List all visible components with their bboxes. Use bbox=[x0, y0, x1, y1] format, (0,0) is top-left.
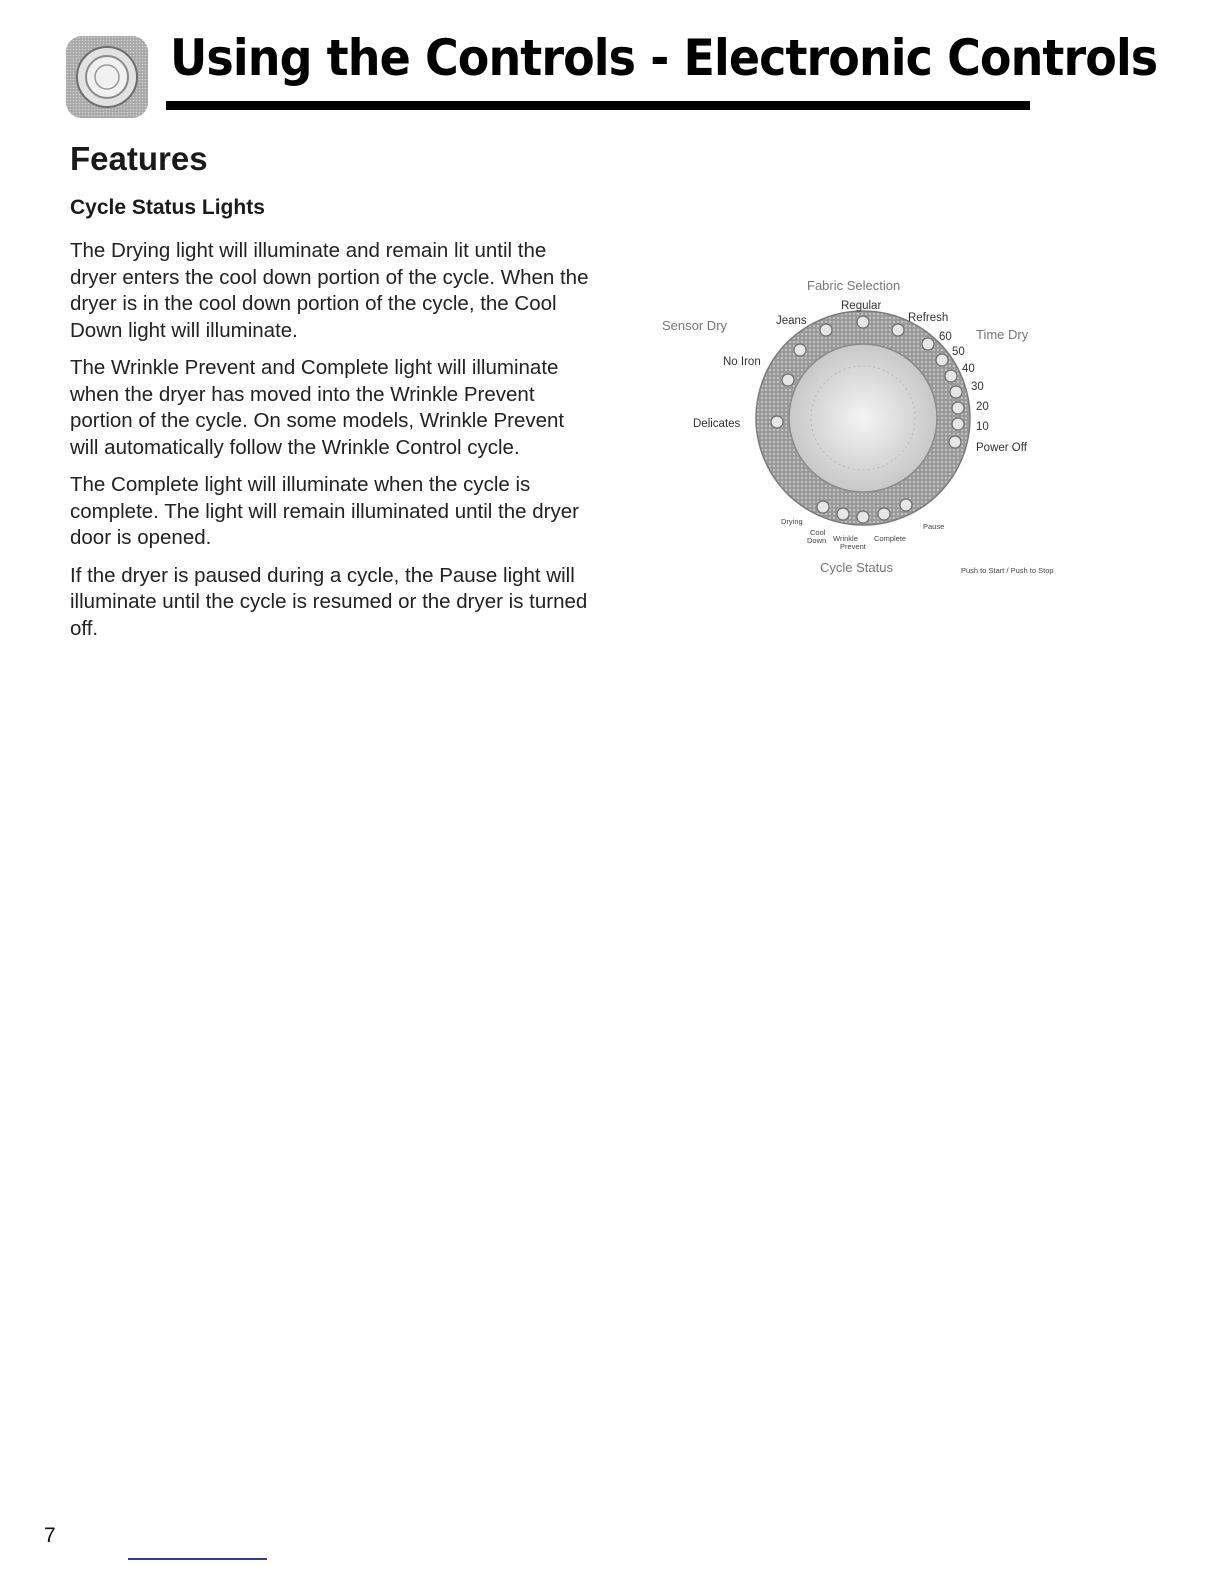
jeans-label: Jeans bbox=[776, 315, 807, 327]
paragraph-wrinkle-prevent: The Wrinkle Prevent and Complete light will illuminate when the dryer has moved into the Wrinkle Prevent portion of the cycle. On some models, Wrinkle Prevent will automatically follow the Wrinkle Control cycle. bbox=[70, 356, 565, 459]
time-50-label: 50 bbox=[952, 346, 965, 358]
paragraph-complete: The Complete light will illuminate when the cycle is complete. The light will remain illuminated until the dryer door is opened. bbox=[70, 473, 579, 549]
light-40 bbox=[945, 370, 957, 382]
paragraph-pause: If the dryer is paused during a cycle, the Pause light will illuminate until the cycle is resumed or the dryer is turned off. bbox=[70, 563, 588, 640]
light-cool-down bbox=[837, 508, 849, 520]
wrinkle-label: Wrinkle bbox=[833, 534, 858, 543]
time-dry-label: Time Dry bbox=[976, 327, 1029, 342]
light-complete bbox=[878, 508, 890, 520]
light-50 bbox=[936, 354, 948, 366]
body-text bbox=[70, 238, 590, 653]
light-30 bbox=[950, 386, 962, 398]
light-20 bbox=[952, 402, 964, 414]
dial-icon bbox=[66, 36, 148, 118]
light-refresh bbox=[892, 324, 904, 336]
light-60 bbox=[922, 338, 934, 350]
paragraph-drying: The Drying light will illuminate and remain lit until the dryer enters the cool down portion of the cycle. When the dryer is in the cool down portion of the cycle, the Cool Down light will illuminate. bbox=[70, 239, 589, 342]
delicates-label: Delicates bbox=[693, 418, 741, 430]
power-off-label: Power Off bbox=[976, 442, 1027, 454]
time-20-label: 20 bbox=[976, 401, 989, 413]
control-knob[interactable] bbox=[756, 311, 970, 525]
time-10-label: 10 bbox=[976, 421, 989, 433]
light-drying bbox=[817, 501, 829, 513]
fabric-selection-label: Fabric Selection bbox=[807, 278, 901, 293]
control-dial-figure bbox=[640, 260, 1100, 590]
light-no-iron bbox=[794, 344, 806, 356]
complete-label: Complete bbox=[874, 534, 907, 543]
light-pause bbox=[900, 499, 912, 511]
sensor-dry-label: Sensor Dry bbox=[662, 318, 728, 333]
down-label: Down bbox=[807, 536, 827, 545]
prevent-label: Prevent bbox=[840, 542, 866, 551]
drying-label: Drying bbox=[781, 517, 803, 526]
header-rule bbox=[166, 101, 1030, 110]
push-start-stop-label: Push to Start / Push to Stop bbox=[961, 566, 1054, 575]
footer-rule bbox=[128, 1558, 267, 1560]
pause-label: Pause bbox=[923, 522, 945, 531]
no-iron-label: No Iron bbox=[723, 356, 761, 368]
light-jeans bbox=[820, 324, 832, 336]
section-title: Features bbox=[70, 140, 208, 177]
cool-label: Cool bbox=[810, 528, 826, 537]
light-power-off bbox=[949, 436, 961, 448]
subsection-title: Cycle Status Lights bbox=[70, 196, 265, 219]
time-30-label: 30 bbox=[971, 381, 984, 393]
page-number: 7 bbox=[44, 1524, 56, 1547]
time-40-label: 40 bbox=[962, 363, 975, 375]
light-delicates bbox=[771, 416, 783, 428]
light-regular bbox=[857, 316, 869, 328]
light-10 bbox=[952, 418, 964, 430]
light-wrinkle-prevent bbox=[857, 511, 869, 523]
light-fabric-a bbox=[782, 374, 794, 386]
time-60-label: 60 bbox=[939, 331, 952, 343]
regular-label: Regular bbox=[841, 300, 882, 312]
cycle-status-label: Cycle Status bbox=[820, 560, 893, 575]
refresh-label: Refresh bbox=[908, 312, 949, 324]
page-header-title: Using the Controls - Electronic Controls bbox=[170, 29, 1158, 87]
